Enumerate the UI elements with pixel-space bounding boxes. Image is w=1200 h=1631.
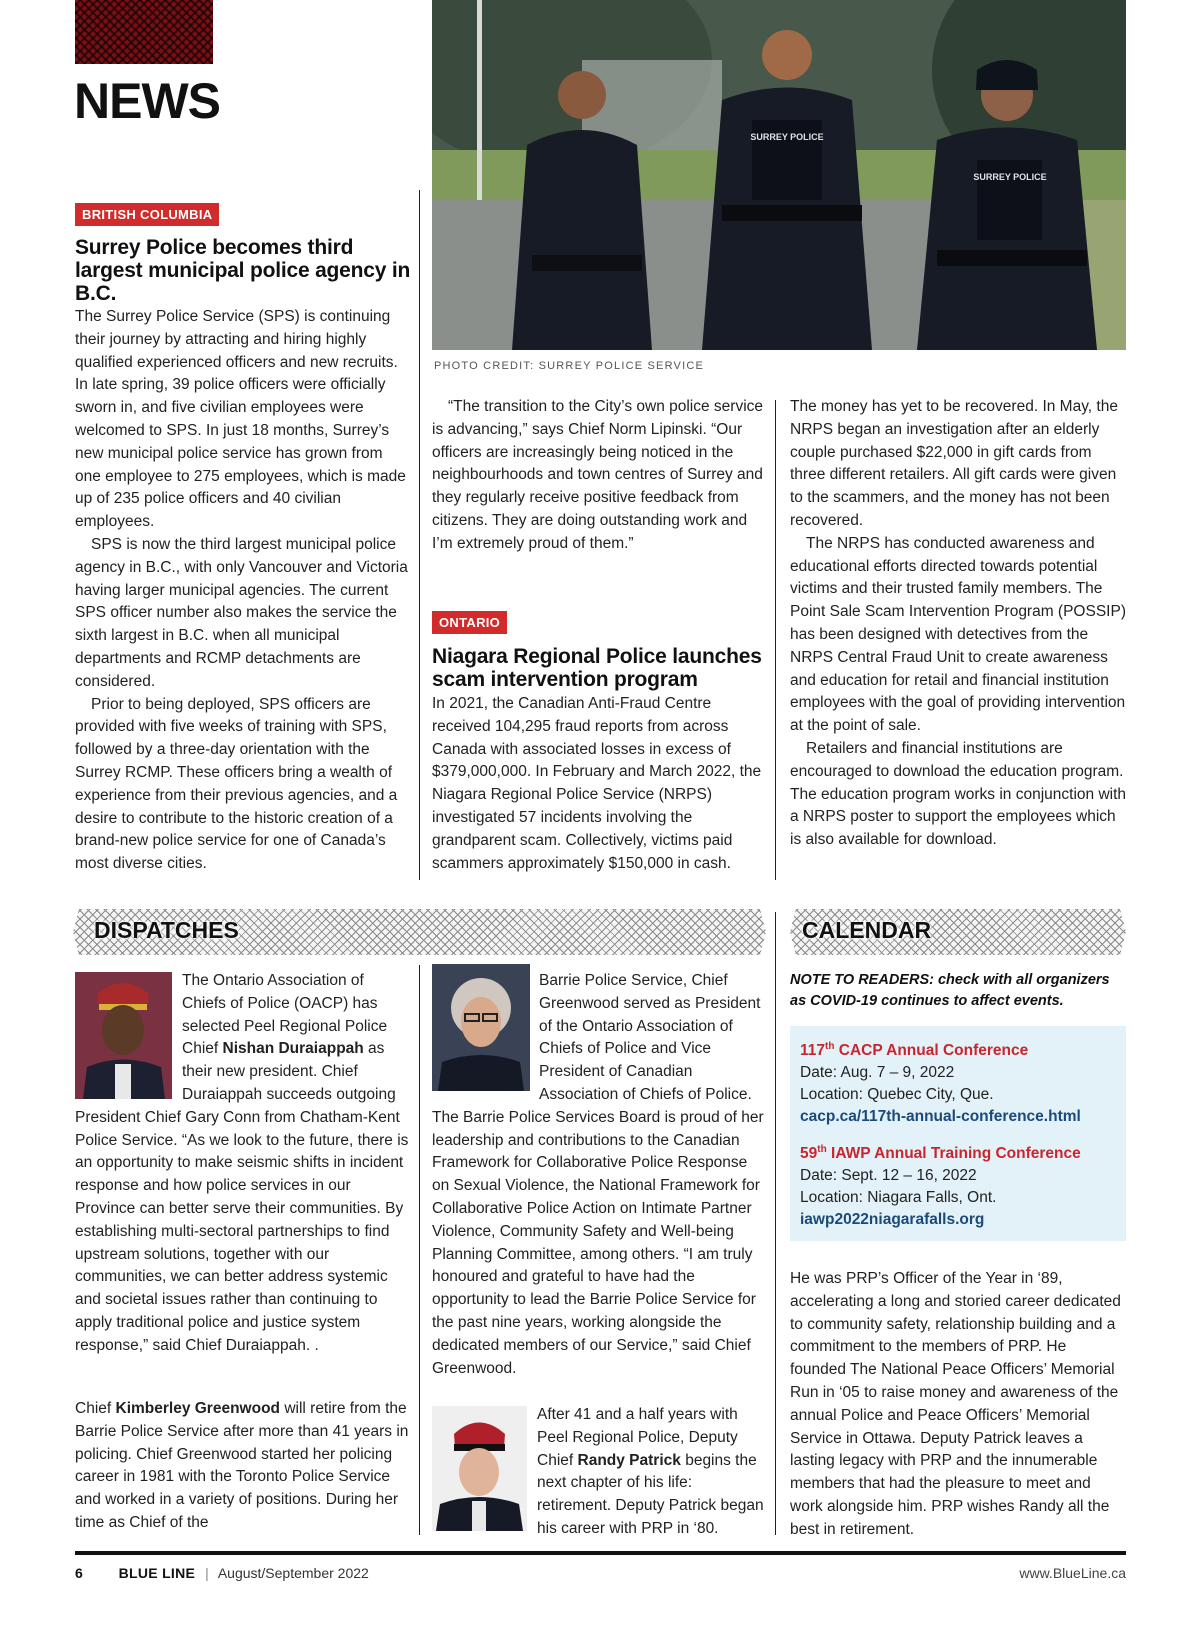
footer-separator: | [205, 1565, 209, 1581]
footer-rule [75, 1551, 1126, 1555]
dispatches-title: DISPATCHES [94, 917, 239, 943]
article-1-body [75, 306, 411, 876]
column-divider [419, 965, 420, 1535]
paragraph: The Surrey Police Service (SPS) is continuing their journey by attracting and hiring highly qualified experienced officers and new recruits. In late spring, 39 police officers were officially sworn in, and five civilian employees were welcomed to SPS. In just 18 months, Surrey’s new municipal police service has grown from one employee to 275 employees, which is made up of 235 police officers and 40 civilian employees. [75, 308, 406, 531]
calendar-box [790, 1026, 1126, 1241]
text-run: After 41 and a half years with Peel Regional Police, Deputy Chief [537, 1406, 738, 1469]
paragraph: He was PRP’s Officer of the Year in ‘89, accelerating a long and storied career dedicated to community safety, relationship building and a commitment to the members of PRP. He founded The National Peace Officers’ Memorial Run in ‘05 to raise money and awareness of the annual Police and Peace Officers’ Memorial Service in Ottawa. Deputy Patrick leaves a lasting legacy with PRP and the innumerable members that had the pleasure to meet and work alongside him. PRP wishes Randy all the best in retirement. [790, 1270, 1121, 1538]
text-run: as their new president. Chief Duraiappah succeeds outgoing President Chief Gary Conn from Chatham-Kent Police Service. “As we look to the future, there is an opportunity to make seismic shifts in incident response and how police services in our Province can better serve their communities. By establishing multi-sectoral partnerships to find upstream solutions, together with our communities, we can better address systemic and societal issues rather than continuing to apply traditional police and justice system response,” said Chief Duraiappah. . [75, 1040, 409, 1354]
paragraph: “The transition to the City’s own police service is advancing,” says Chief Norm Lipinski. “Our officers are increasingly being noticed in the neighbourhoods and town centres of Surrey and they regularly receive positive feedback from citizens. They are doing outstanding work and I’m extremely proud of them.” [432, 398, 764, 552]
event-date: Date: Aug. 7 – 9, 2022 [800, 1064, 955, 1082]
text-run: The Ontario Association of Chiefs of Police (OACP) has selected Peel Regional Police Chief [182, 972, 388, 1058]
paragraph: The NRPS has conducted awareness and educational efforts directed towards potential victims and their trusted family members. The Point Sale Scam Intervention Program (POSSIP) has been designed with detectives from the NRPS Central Fraud Unit to create awareness and education for retail and financial institution employees with the goal of providing intervention at the point of sale. [790, 534, 1126, 735]
footer-left [75, 1565, 369, 1581]
person-name: Nishan Duraiappah [222, 1040, 364, 1058]
float-spacer [75, 970, 182, 1096]
paragraph [432, 970, 768, 1380]
column-divider [775, 400, 776, 880]
event-title [800, 1139, 1116, 1165]
vest-label-2: SURREY POLICE [973, 172, 1047, 182]
text-run: begins the next chapter of his life: retirement. Deputy Patrick began his career with PRP in ‘80. [537, 1451, 764, 1537]
page-number: 6 [75, 1565, 83, 1581]
event-location: Location: Quebec City, Que. [800, 1086, 994, 1104]
event-number: 117 [800, 1042, 826, 1060]
header-pattern-block [75, 0, 213, 64]
issue-date: August/September 2022 [217, 1565, 369, 1581]
text-run: will retire from the Barrie Police Service after more than 41 years in policing. Chief Greenwood started her policing career in 1981 with the Toronto Police Service and worked in a variety of positions. During her time as Chief of the [75, 1400, 409, 1531]
article-1-quote [432, 396, 768, 556]
event-name: IAWP Annual Training Conference [826, 1145, 1081, 1163]
person-name: Kimberley Greenwood [115, 1400, 281, 1417]
article-2-body-cont [790, 396, 1130, 852]
text-run: Chief [75, 1400, 116, 1417]
event-name: CACP Annual Conference [834, 1042, 1029, 1060]
calendar-note: NOTE TO READERS: check with all organizers as COVID-19 continues to affect events. [790, 972, 1110, 1009]
article-2-headline: Niagara Regional Police launches scam intervention program [432, 645, 762, 691]
website-link[interactable]: www.BlueLine.ca [1019, 1565, 1126, 1581]
event-title [800, 1036, 1116, 1062]
section-title: NEWS [74, 73, 220, 129]
float-spacer [432, 970, 539, 1106]
dispatch-item-2-cont [432, 970, 768, 1380]
photo-credit: PHOTO CREDIT: SURREY POLICE SERVICE [434, 360, 705, 372]
event-link[interactable]: cacp.ca/117th-annual-conference.html [800, 1108, 1081, 1126]
event-ordinal: th [817, 1144, 827, 1156]
calendar-event [800, 1036, 1116, 1128]
police-officers-photo [432, 0, 1126, 350]
paragraph [75, 1398, 411, 1535]
text-run: Barrie Police Service, Chief Greenwood served as President of the Ontario Association of Chiefs of Police and Vice President of Canadian Association of Chiefs of Police. The Barrie Police Services Board is proud of her leadership and contributions to the Canadian Framework for Collaborative Police Response on Sexual Violence, the National Framework for Collaborative Police Action on Intimate Partner Violence, Community Safety and Well-being Planning Committee, among others. “I am truly honoured and grateful to have had the opportunity to lead the Barrie Police Service for the past nine years, working alongside the dedicated members of our Service,” said Chief Greenwood. [432, 972, 764, 1377]
article-2-tag-wrap [432, 611, 507, 634]
dispatch-item-3 [432, 1404, 768, 1541]
article-1-tag-wrap [75, 203, 219, 226]
paragraph: Prior to being deployed, SPS officers are provided with five weeks of training with SPS, followed by a three-day orientation with the Surrey RCMP. These officers bring a wealth of experience from their previous agencies, and a desire to contribute to the historic creation of a brand-new police service for one of Canada’s most diverse cities. [75, 695, 398, 873]
column-divider [419, 190, 420, 880]
paragraph [75, 970, 411, 1358]
paragraph: SPS is now the third largest municipal police agency in B.C., with only Vancouver and Victoria having larger municipal agencies. The current SPS officer number also makes the service the sixth largest in B.C. when all municipal departments and RCMP detachments are considered. [75, 535, 408, 690]
article-1-headline: Surrey Police becomes third largest municipal police agency in B.C. [75, 236, 411, 305]
event-number: 59 [800, 1145, 818, 1163]
calendar-title: CALENDAR [802, 917, 932, 943]
dispatch-item-1 [75, 970, 411, 1358]
region-tag: ONTARIO [432, 611, 507, 634]
magazine-brand: BLUE LINE [118, 1565, 196, 1581]
vest-label-1: SURREY POLICE [750, 132, 824, 142]
column-divider [775, 912, 776, 1535]
person-name: Randy Patrick [577, 1451, 681, 1469]
paragraph: In 2021, the Canadian Anti-Fraud Centre received 104,295 fraud reports from across Canada with associated losses in excess of $379,000,000. In February and March 2022, the Niagara Regional Police Service (NRPS) investigated 57 incidents involving the grandparent scam. Collectively, victims paid scammers approximately $150,000 in cash. [432, 695, 762, 872]
article-2-body [432, 693, 768, 875]
paragraph: The money has yet to be recovered. In May, the NRPS began an investigation after an elderly couple purchased $22,000 in gift cards from three different retailers. All gift cards were given to the scammers, and the money has not been recovered. [790, 398, 1118, 529]
event-date: Date: Sept. 12 – 16, 2022 [800, 1167, 977, 1185]
paragraph [432, 1404, 768, 1541]
dispatch-item-3-cont [790, 1268, 1126, 1542]
float-spacer [432, 1404, 537, 1536]
event-link[interactable]: iawp2022niagarafalls.org [800, 1211, 985, 1229]
dispatch-item-2 [75, 1398, 411, 1535]
region-tag: BRITISH COLUMBIA [75, 203, 219, 226]
event-ordinal: th [825, 1041, 835, 1052]
calendar-event [800, 1139, 1116, 1231]
event-location: Location: Niagara Falls, Ont. [800, 1189, 997, 1207]
paragraph: Retailers and financial institutions are encouraged to download the education program. The education program works in conjunction with a NRPS poster to support the employees which is also available for download. [790, 739, 1127, 849]
article-photo [432, 0, 1126, 350]
